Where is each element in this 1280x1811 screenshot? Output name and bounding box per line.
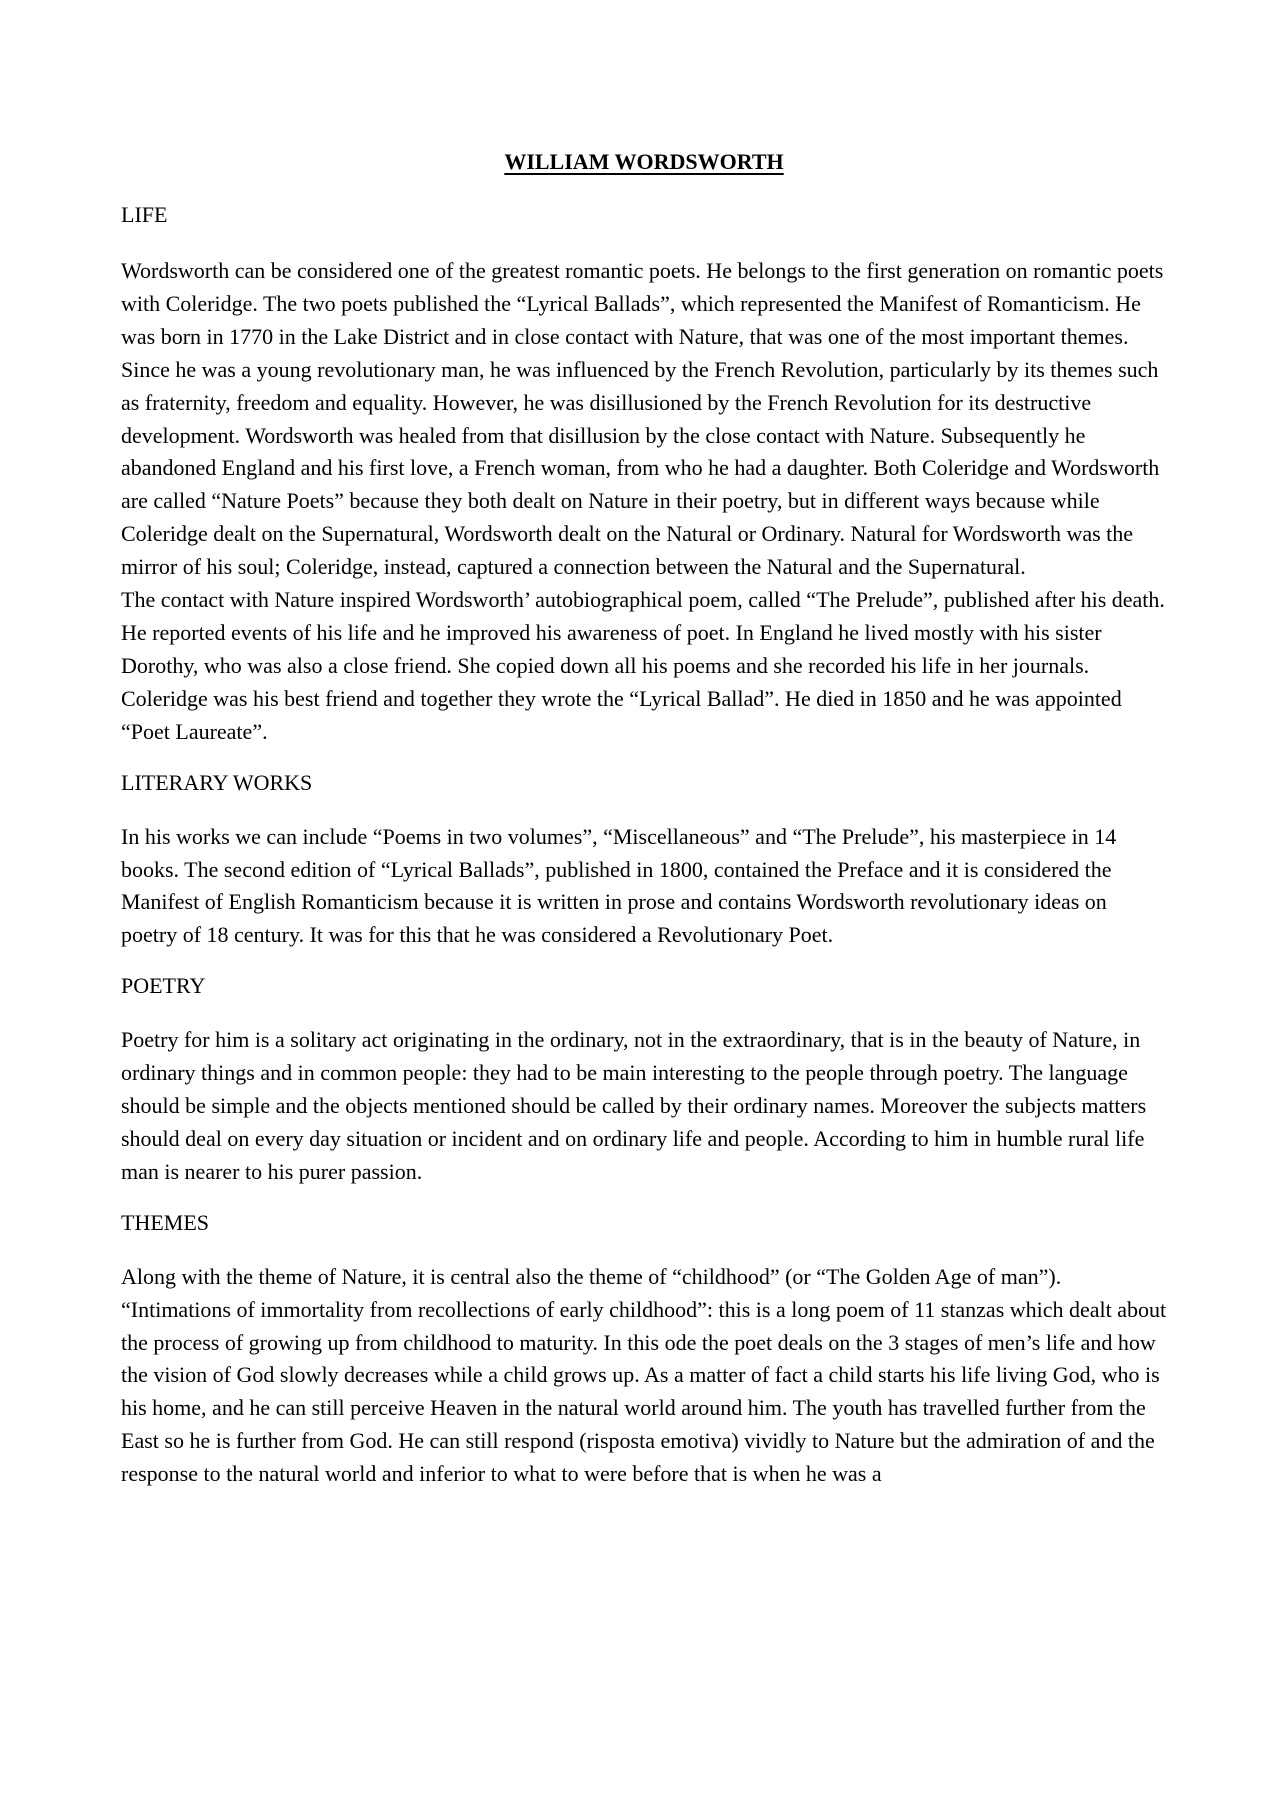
life-paragraph-1: Wordsworth can be considered one of the greatest romantic poets. He belongs to the first generation on romantic poets with Coleridge. The two poets published the “Lyrical Ballads”, which represented the Manifest of Romanticism. He was born in 1770 in the Lake District and in close contact with Nature, that was one of the most important themes. Since he was a young revolutionary man, he was influenced by the French Revolution, particularly by its themes such as fraternity, freedom and equality. However, he was disillusioned by the French Revolution for its destructive development. Wordsworth was healed from that disillusion by the close contact with Nature. Subsequently he abandoned England and his first love, a French woman, from who he had a daughter. Both Coleridge and Wordsworth are called “Nature Poets” because they both dealt on Nature in their poetry, but in different ways because while Coleridge dealt on the Supernatural, Wordsworth dealt on the Natural or Ordinary. Natural for Wordsworth was the mirror of his soul; Coleridge, instead, captured a connection between the Natural and the Supernatural. xyxy=(121,258,1164,580)
literary-works-paragraph: In his works we can include “Poems in two volumes”, “Miscellaneous” and “The Prelude”, his masterpiece in 14 books. The second edition of “Lyrical Ballads”, published in 1800, contained the Preface and it is considered the Manifest of English Romanticism because it is written in prose and contains Wordsworth revolutionary ideas on poetry of 18 century. It was for this that he was considered a Revolutionary Poet. xyxy=(121,823,1117,948)
section-heading-themes: THEMES xyxy=(121,1209,209,1235)
poetry-paragraph: Poetry for him is a solitary act originating in the ordinary, not in the extraordinary, that is in the beauty of Nature, in ordinary things and in common people: they had to be main interesting to the people through poetry. The language should be simple and the objects mentioned should be called by their ordinary names. Moreover the subjects matters should deal on every day situation or incident and on ordinary life and people. According to him in humble rural life man is nearer to his purer passion. xyxy=(121,1027,1147,1184)
section-heading-literary-works: LITERARY WORKS xyxy=(121,769,313,795)
document-body xyxy=(121,145,1167,1491)
section-literary-works xyxy=(121,767,1167,953)
section-themes xyxy=(121,1207,1167,1491)
section-poetry xyxy=(121,970,1167,1189)
life-paragraph-2: The contact with Nature inspired Wordsworth’ autobiographical poem, called “The Prelude”, published after his death. He reported events of his life and he improved his awareness of poet. In England he lived mostly with his sister Dorothy, who was also a close friend. She copied down all his poems and she recorded his life in her journals. Coleridge was his best friend and together they wrote the “Lyrical Ballad”. He died in 1850 and he was appointed “Poet Laureate”. xyxy=(121,587,1165,744)
section-heading-poetry: POETRY xyxy=(121,973,206,999)
section-heading-life: LIFE xyxy=(121,202,168,227)
document-title: WILLIAM WORDSWORTH xyxy=(504,149,784,174)
themes-paragraph: Along with the theme of Nature, it is central also the theme of “childhood” (or “The Golden Age of man”). “Intimations of immortality from recollections of early childhood”: this is a long poem of 11 stanzas which dealt about the process of growing up from childhood to maturity. In this ode the poet deals on the 3 stages of men’s life and how the vision of God slowly decreases while a child grows up. As a matter of fact a child starts his life living God, who is his home, and he can still perceive Heaven in the natural world around him. The youth has travelled further from the East so he is further from God. He can still respond (risposta emotiva) vividly to Nature but the admiration of and the response to the natural world and inferior to what to were before that is when he was a xyxy=(121,1263,1167,1487)
section-life xyxy=(121,199,1167,749)
